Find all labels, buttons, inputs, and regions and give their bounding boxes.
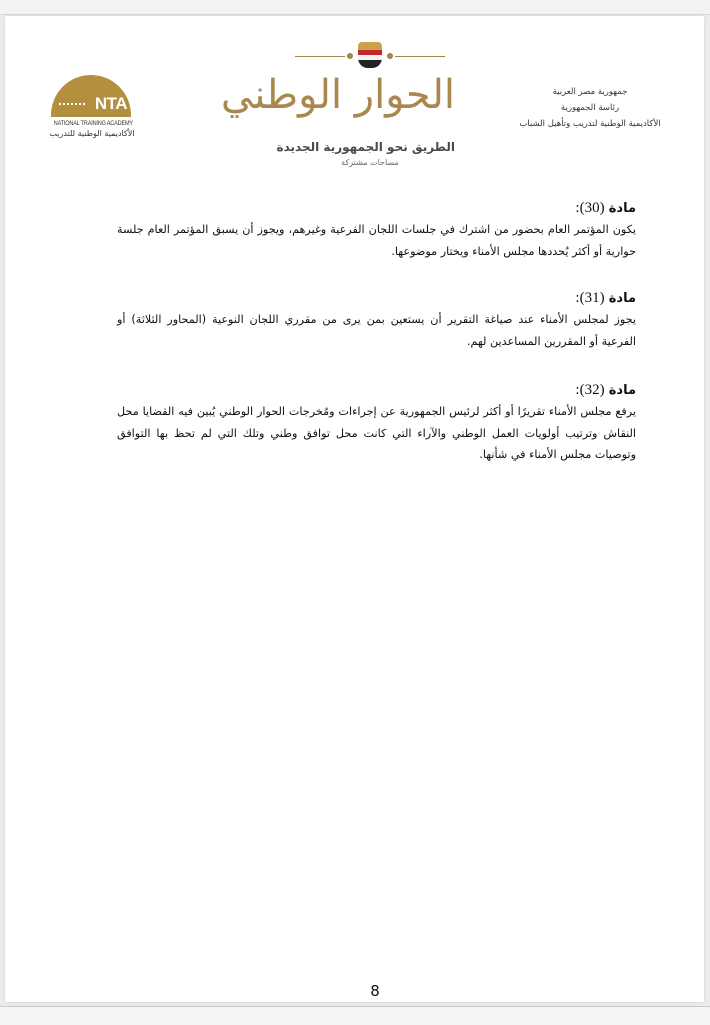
nta-english-name: NATIONAL TRAINING ACADEMY (53, 120, 133, 127)
viewer-top-bar (0, 0, 710, 15)
article-heading (117, 198, 636, 219)
eagle-emblem-icon (358, 42, 382, 68)
article-32 (117, 380, 636, 466)
document-page (5, 16, 704, 1002)
article-number: (30): (575, 200, 605, 216)
issuer-line: جمهورية مصر العربية (552, 87, 628, 97)
article-text: يجوز لمجلس الأمناء عند صياغة التقرير أن يستعين بمن يرى من مقرري اللجان النوعية (المحاور الثلاثة) أو الفرعية أو المقررين المساعدين لهم. (117, 313, 636, 348)
issuer-line: رئاسة الجمهورية (560, 103, 620, 113)
nta-arabic-name: الأكاديمية الوطنية للتدريب (49, 129, 135, 138)
nta-logo (47, 75, 137, 145)
logo-calligraphy-title: الحوار الوطني (220, 72, 455, 118)
article-number: (31): (575, 290, 605, 306)
article-heading (117, 288, 636, 309)
issuer-block (505, 84, 675, 132)
article-text: يكون المؤتمر العام بحضور من اشترك في جلسات اللجان الفرعية وغيرهم، ويجوز أن يسبق المؤتمر العام جلسة حوارية أو أكثر يُحددها مجلس الأمناء ويختار موضوعها. (117, 223, 636, 258)
national-dialogue-logo (220, 34, 455, 174)
nta-dome-mark (51, 75, 131, 117)
logo-subtitle: مساحات مشتركة (341, 158, 399, 167)
article-label: مادة (608, 201, 636, 216)
nta-waves-icon (59, 103, 85, 108)
article-heading (117, 380, 636, 401)
article-label: مادة (608, 383, 636, 398)
article-31 (117, 288, 636, 352)
ornament-line-right (395, 56, 445, 57)
article-text: يرفع مجلس الأمناء تقريرًا أو أكثر لرئيس الجمهورية عن إجراءات ومُخرجات الحوار الوطني يُبين فيه القضايا محل النقاش وترتيب أولويات العمل الوطني والآراء التي كانت محل توافق وطني وتلك التي لم تحظ بها التوافق وتوصيات مجلس الأمناء في شأنها. (117, 405, 636, 461)
article-label: مادة (608, 291, 636, 306)
nta-mark: NTA (94, 94, 127, 113)
article-number: (32): (575, 382, 605, 398)
ornament-dot-icon (387, 53, 393, 59)
article-30 (117, 198, 636, 262)
issuer-line: الأكاديمية الوطنية لتدريب وتأهيل الشباب (519, 119, 661, 129)
ornament-dot-icon (347, 53, 353, 59)
viewer-bottom-bar (0, 1006, 710, 1025)
ornament-line-left (295, 56, 345, 57)
logo-slogan: الطريق نحو الجمهورية الجديدة (276, 140, 455, 154)
page-number: 8 (370, 982, 380, 1000)
